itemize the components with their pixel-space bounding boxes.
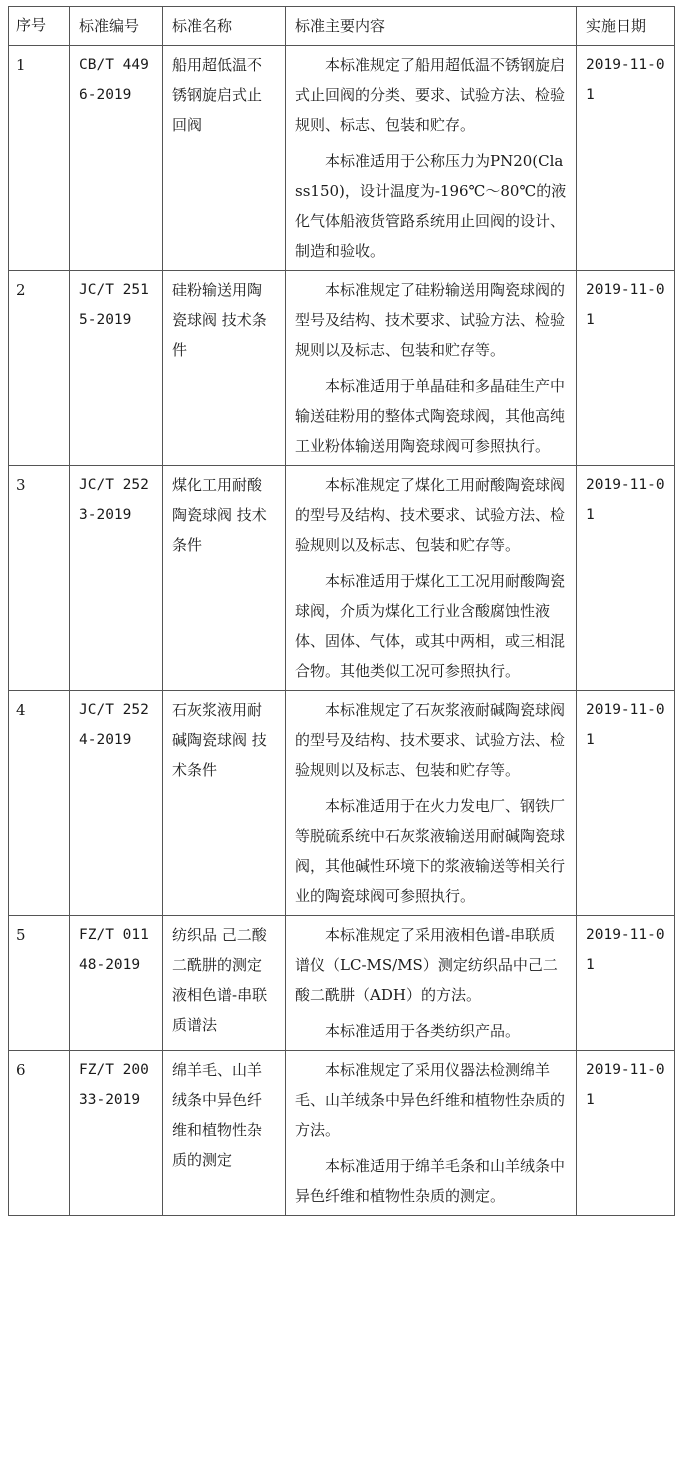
header-no: 序号 [9,7,70,46]
row-date: 2019-11-01 [577,1051,675,1216]
row-date: 2019-11-01 [577,466,675,691]
content-paragraph: 本标准规定了采用仪器法检测绵羊毛、山羊绒条中异色纤维和植物性杂质的方法。 [295,1061,566,1139]
table-row [9,916,675,1051]
row-code: FZ/T 20033-2019 [70,1051,163,1216]
row-name: 硅粉输送用陶瓷球阀 技术条件 [163,271,286,466]
row-name: 煤化工用耐酸陶瓷球阀 技术条件 [163,466,286,691]
table-row [9,691,675,916]
header-date: 实施日期 [577,7,675,46]
content-paragraph: 本标准规定了石灰浆液耐碱陶瓷球阀的型号及结构、技术要求、试验方法、检验规则以及标志、包装和贮存等。 [295,701,566,779]
header-name: 标准名称 [163,7,286,46]
row-date: 2019-11-01 [577,916,675,1051]
table-row [9,271,675,466]
row-code: FZ/T 01148-2019 [70,916,163,1051]
row-name: 绵羊毛、山羊绒条中异色纤维和植物性杂质的测定 [163,1051,286,1216]
content-paragraph: 本标准适用于在火力发电厂、钢铁厂等脱硫系统中石灰浆液输送用耐碱陶瓷球阀，其他碱性环境下的浆液输送等相关行业的陶瓷球阀可参照执行。 [295,797,566,905]
row-no: 6 [9,1051,70,1216]
content-paragraph: 本标准适用于单晶硅和多晶硅生产中输送硅粉用的整体式陶瓷球阀，其他高纯工业粉体输送用陶瓷球阀可参照执行。 [295,377,566,455]
content-paragraph: 本标准适用于绵羊毛条和山羊绒条中异色纤维和植物性杂质的测定。 [295,1157,566,1205]
row-name: 纺织品 己二酸二酰肼的测定 液相色谱-串联质谱法 [163,916,286,1051]
content-paragraph: 本标准适用于公称压力为PN20(Class150)，设计温度为-196℃～80℃的液化气体船液货管路系统用止回阀的设计、制造和验收。 [295,152,567,260]
row-code: JC/T 2523-2019 [70,466,163,691]
row-content [286,691,577,916]
table-row [9,1051,675,1216]
row-content [286,466,577,691]
row-date: 2019-11-01 [577,46,675,271]
row-content [286,1051,577,1216]
row-code: JC/T 2515-2019 [70,271,163,466]
row-code: JC/T 2524-2019 [70,691,163,916]
table-header-row [9,7,675,46]
row-no: 5 [9,916,70,1051]
content-paragraph: 本标准规定了船用超低温不锈钢旋启式止回阀的分类、要求、试验方法、检验规则、标志、包装和贮存。 [295,56,566,134]
content-paragraph: 本标准规定了硅粉输送用陶瓷球阀的型号及结构、技术要求、试验方法、检验规则以及标志、包装和贮存等。 [295,281,566,359]
row-name: 石灰浆液用耐碱陶瓷球阀 技术条件 [163,691,286,916]
row-no: 3 [9,466,70,691]
row-date: 2019-11-01 [577,271,675,466]
row-no: 1 [9,46,70,271]
row-content [286,271,577,466]
row-no: 2 [9,271,70,466]
standards-table [8,6,675,1216]
table-row [9,46,675,271]
row-no: 4 [9,691,70,916]
row-content [286,46,577,271]
row-content [286,916,577,1051]
header-content: 标准主要内容 [286,7,577,46]
content-paragraph: 本标准适用于各类纺织产品。 [325,1022,521,1040]
content-paragraph: 本标准适用于煤化工工况用耐酸陶瓷球阀，介质为煤化工行业含酸腐蚀性液体、固体、气体，或其中两相，或三相混合物。其他类似工况可参照执行。 [295,572,566,680]
row-name: 船用超低温不锈钢旋启式止回阀 [163,46,286,271]
row-date: 2019-11-01 [577,691,675,916]
header-code: 标准编号 [70,7,163,46]
table-row [9,466,675,691]
content-paragraph: 本标准规定了煤化工用耐酸陶瓷球阀的型号及结构、技术要求、试验方法、检验规则以及标志、包装和贮存等。 [295,476,566,554]
content-paragraph: 本标准规定了采用液相色谱-串联质谱仪（LC-MS/MS）测定纺织品中己二酸二酰肼（ADH）的方法。 [295,926,558,1004]
row-code: CB/T 4496-2019 [70,46,163,271]
